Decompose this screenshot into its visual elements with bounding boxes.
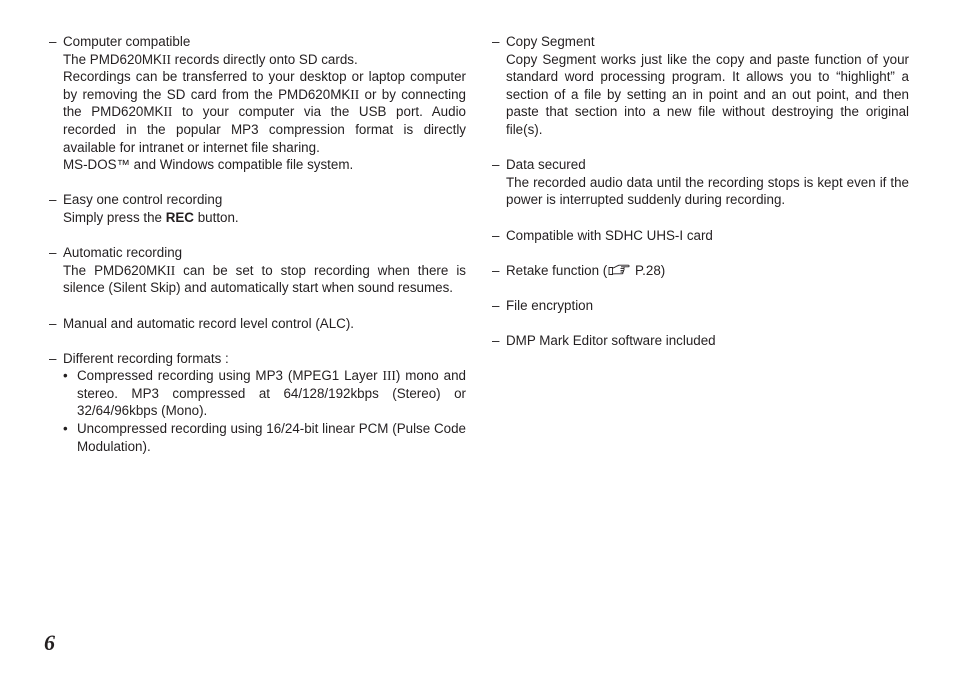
bullet-marker: • <box>63 421 68 437</box>
feature-body: The recorded audio data until the recording stops is kept even if the power is interrupted suddenly during recording. <box>506 174 909 208</box>
feature-easy-recording <box>49 191 466 226</box>
feature-title: Easy one control recording <box>63 192 223 208</box>
dash-marker: – <box>492 157 500 173</box>
feature-title: DMP Mark Editor software included <box>506 333 716 349</box>
dash-marker: – <box>49 315 57 331</box>
left-column <box>49 33 466 473</box>
dash-marker: – <box>492 297 500 313</box>
roman-numeral: II <box>161 51 171 67</box>
feature-file-encryption <box>492 297 909 315</box>
body-line: The PMD620MKII records directly onto SD cards. <box>63 51 358 67</box>
dash-marker: – <box>492 333 500 349</box>
feature-computer-compatible <box>49 33 466 174</box>
dash-marker: – <box>492 227 500 243</box>
list-item: • Compressed recording using MP3 (MPEG1 Layer III) mono and stereo. MP3 compressed at 64/128/192kbps (Stereo) or 32/64/96kbps (Mono). <box>63 368 466 419</box>
feature-sdhc <box>492 227 909 245</box>
pointing-hand-icon <box>608 263 630 275</box>
feature-title: Computer compatible <box>63 34 191 49</box>
rec-button-label: REC <box>165 209 194 225</box>
feature-title: Automatic recording <box>63 245 183 261</box>
dash-marker: – <box>49 350 57 366</box>
feature-title: Copy Segment <box>506 34 595 49</box>
roman-numeral: II <box>163 104 173 120</box>
feature-body: Simply press the REC button. <box>63 209 239 225</box>
list-item: • Uncompressed recording using 16/24-bit linear PCM (Pulse Code Modulation). <box>63 421 466 454</box>
bullet-marker: • <box>63 368 68 384</box>
feature-retake: – Retake function ( P.28) <box>492 262 666 278</box>
body-paragraph: Recordings can be transferred to your desktop or laptop computer by removing the SD card from the PMD620MKII or by connecting the PMD620MKII to your computer via the USB port. Audio recorded in the popular MP3 compression format is directly available for intranet or internet file sharing. <box>63 69 466 155</box>
dash-marker: – <box>49 245 57 261</box>
format-list <box>49 367 466 455</box>
feature-body <box>49 51 466 174</box>
roman-numeral: II <box>166 262 176 278</box>
feature-copy-segment <box>492 33 909 139</box>
feature-title: Compatible with SDHC UHS-I card <box>506 227 713 243</box>
feature-data-secured <box>492 156 909 209</box>
dash-marker: – <box>492 262 500 278</box>
feature-recording-formats <box>49 350 466 456</box>
feature-level-control <box>49 315 466 333</box>
feature-title: Manual and automatic record level control (ALC). <box>63 315 355 331</box>
roman-numeral: II <box>350 86 360 102</box>
body-line: MS-DOS™ and Windows compatible file system. <box>63 157 354 173</box>
right-column <box>492 33 909 367</box>
dash-marker: – <box>492 34 500 49</box>
feature-title: Data secured <box>506 157 586 173</box>
feature-dmp-editor <box>492 332 909 350</box>
dash-marker: – <box>49 192 57 208</box>
feature-title: File encryption <box>506 297 594 313</box>
feature-automatic-recording <box>49 244 466 297</box>
roman-numeral: III <box>382 368 396 384</box>
feature-body: The PMD620MKII can be set to stop recording when there is silence (Silent Skip) and automatically start when sound resumes. <box>63 262 466 296</box>
feature-title: Different recording formats : <box>63 350 229 366</box>
page-number: 6 <box>44 630 55 655</box>
dash-marker: – <box>49 34 57 49</box>
feature-body: Copy Segment works just like the copy and paste function of your standard word processing program. It allows you to “highlight” a section of a file by setting an in point and an out point, and then paste that section into a new file without destroying the original file(s). <box>506 51 909 137</box>
